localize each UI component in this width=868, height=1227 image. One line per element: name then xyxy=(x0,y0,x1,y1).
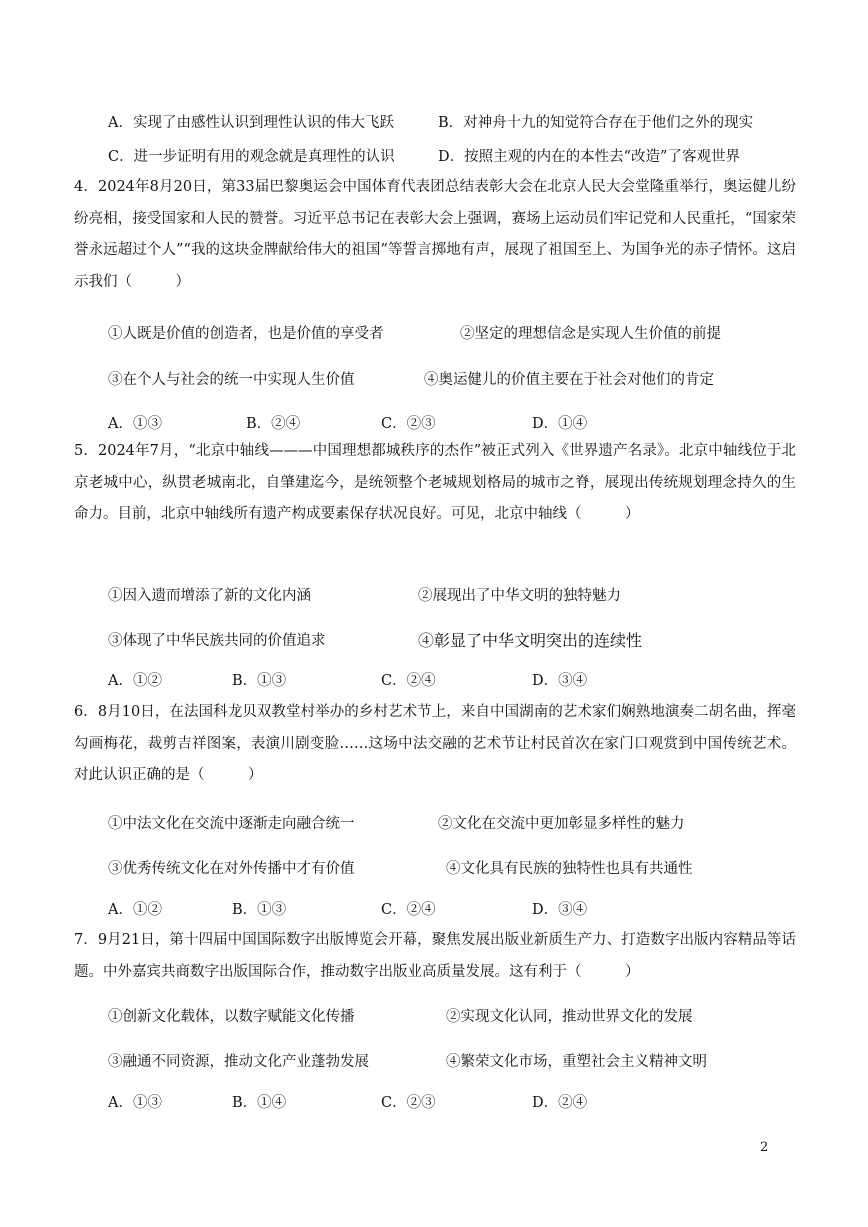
q7-choice-a: A．①③ xyxy=(108,1095,162,1111)
q5-choice-b: B．①③ xyxy=(232,673,287,689)
q6-choice-c: C．②④ xyxy=(381,902,436,918)
page-number: 2 xyxy=(760,1140,769,1155)
q4-stem: 4．2024年8月20日，第33届巴黎奥运会中国体育代表团总结表彰大会在北京人民大会堂隆重举行，奥运健儿纷纷亮相，接受国家和人民的赞誉。习近平总书记在表彰大会上强调，赛场上运动员们牢记党和人民重托，“国家荣誉永远超过个人”“我的这块金牌献给伟大的祖国”等誓言掷地有声，展现了祖国至上、为国争光的赤子情怀。这启示我们（ ） xyxy=(74,179,796,290)
q3-option-a: A．实现了由感性认识到理性认识的伟大飞跃 xyxy=(108,115,394,131)
q6-choice-b: B．①③ xyxy=(232,902,287,918)
q6-item-2: ②文化在交流中更加彰显多样性的魅力 xyxy=(438,816,685,832)
q5-item-3: ③体现了中华民族共同的价值追求 xyxy=(108,633,326,649)
q5-item-2: ②展现出了中华文明的独特魅力 xyxy=(418,588,621,604)
q3-option-d: D．按照主观的内在的本性去“改造”了客观世界 xyxy=(438,149,740,165)
q5-item-1: ①因入遗而增添了新的文化内涵 xyxy=(108,588,311,604)
q7-stem: 7．9月21日，第十四届中国国际数字出版博览会开幕，聚焦发展出版业新质生产力、打造数字出版内容精品等话题。中外嘉宾共商数字出版国际合作，推动数字出版业高质量发展。这有利于（ ） xyxy=(74,932,796,980)
q4-item-3: ③在个人与社会的统一中实现人生价值 xyxy=(108,372,355,388)
q6-item-4: ④文化具有民族的独特性也具有共通性 xyxy=(446,861,693,877)
q4-choice-a: A．①③ xyxy=(108,416,162,432)
q7-choice-d: D．②④ xyxy=(532,1095,588,1111)
q6-stem: 6．8月10日，在法国科龙贝双教堂村举办的乡村艺术节上，来自中国湖南的艺术家们娴熟地演奏二胡名曲，挥毫勾画梅花，裁剪吉祥图案，表演川剧变脸……这场中法交融的艺术节让村民首次在家门口观赏到中国传统艺术。对此认识正确的是（ ） xyxy=(74,704,796,783)
q6-item-3: ③优秀传统文化在对外传播中才有价值 xyxy=(108,861,355,877)
q5-choice-c: C．②④ xyxy=(381,673,436,689)
q4-choice-d: D．①④ xyxy=(532,416,588,432)
q7-item-3: ③融通不同资源，推动文化产业蓬勃发展 xyxy=(108,1054,369,1070)
q6-choice-a: A．①② xyxy=(108,902,162,918)
q5-choice-a: A．①② xyxy=(108,673,162,689)
q4-choice-c: C．②③ xyxy=(381,416,436,432)
q3-option-c: C．进一步证明有用的观念就是真理性的认识 xyxy=(108,149,395,165)
q5-item-4: ④彰显了中华文明突出的连续性 xyxy=(418,631,643,650)
q4-item-2: ②坚定的理想信念是实现人生价值的前提 xyxy=(460,326,721,342)
q7-choice-c: C．②③ xyxy=(381,1095,436,1111)
q5-choice-d: D．③④ xyxy=(532,673,588,689)
q6-item-1: ①中法文化在交流中逐渐走向融合统一 xyxy=(108,816,355,832)
q7-choice-b: B．①④ xyxy=(232,1095,287,1111)
q7-item-1: ①创新文化载体，以数字赋能文化传播 xyxy=(108,1009,355,1025)
q6-choice-d: D．③④ xyxy=(532,902,588,918)
q7-item-4: ④繁荣文化市场，重塑社会主义精神文明 xyxy=(446,1054,707,1070)
q3-option-b: B．对神舟十九的知觉符合存在于他们之外的现实 xyxy=(438,115,754,131)
q4-choice-b: B．②④ xyxy=(246,416,301,432)
q4-item-1: ①人既是价值的创造者，也是价值的享受者 xyxy=(108,326,384,342)
q5-stem: 5．2024年7月，“北京中轴线———中国理想都城秩序的杰作”被正式列入《世界遗产名录》。北京中轴线位于北京老城中心，纵贯老城南北，自肇建迄今，是统领整个老城规划格局的城市之脊，展现出传统规划理念持久的生命力。目前，北京中轴线所有遗产构成要素保存状况良好。可见，北京中轴线（ ） xyxy=(74,443,796,522)
q7-item-2: ②实现文化认同，推动世界文化的发展 xyxy=(446,1009,693,1025)
q4-item-4: ④奥运健儿的价值主要在于社会对他们的肯定 xyxy=(424,372,714,388)
